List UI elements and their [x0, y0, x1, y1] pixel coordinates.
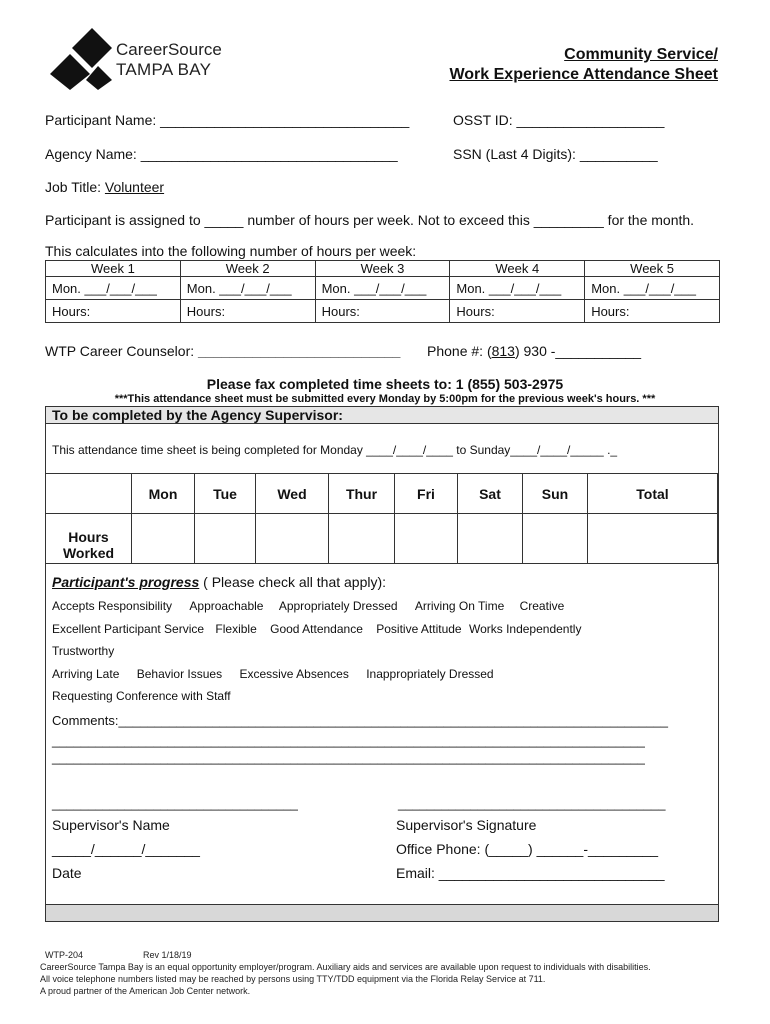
week-hours[interactable]: Hours: [180, 300, 315, 323]
logo-line2: TAMPA BAY [116, 60, 212, 79]
date-label: Date [52, 865, 82, 881]
hours-input-fri[interactable] [395, 514, 458, 564]
check-behavior-issues[interactable]: Behavior Issues [136, 667, 223, 681]
hours-input-wed[interactable] [256, 514, 329, 564]
job-title-field [45, 179, 164, 195]
check-creative[interactable]: Creative [519, 599, 565, 613]
day-header: Sat [458, 474, 523, 514]
check-arriving-on-time[interactable]: Arriving On Time [414, 599, 505, 613]
logo-line1: CareerSource [116, 40, 222, 59]
check-positive-attitude[interactable]: Positive Attitude [376, 622, 462, 636]
section-footer-bar [46, 904, 718, 921]
agency-name-field[interactable]: Agency Name: _________________________________ [45, 146, 398, 162]
week-header: Week 3 [315, 261, 450, 277]
check-flexible[interactable]: Flexible [215, 622, 257, 636]
check-works-independently[interactable]: Works Independently [468, 622, 582, 636]
supervisor-name-label: Supervisor's Name [52, 817, 170, 833]
progress-note: ( Please check all that apply): [199, 574, 387, 590]
day-header: Mon [132, 474, 195, 514]
day-header: Fri [395, 474, 458, 514]
eeo-statement: CareerSource Tampa Bay is an equal opportunity employer/program. Auxiliary aids and services are available upon request to individuals with disabilities. [40, 962, 651, 972]
week-hours[interactable]: Hours: [315, 300, 450, 323]
comments-line[interactable]: __________________________________________________________________________________ [52, 750, 645, 765]
check-accepts-responsibility[interactable]: Accepts Responsibility [52, 599, 173, 613]
participant-name-field[interactable]: Participant Name: ________________________________ [45, 112, 410, 128]
week-hours[interactable]: Hours: [585, 300, 720, 323]
checkbox-row-1 [52, 599, 564, 613]
checkbox-row-3 [52, 644, 114, 658]
job-title-label: Job Title: [45, 179, 105, 195]
page-title-line2: Work Experience Attendance Sheet [449, 66, 718, 83]
progress-heading [52, 574, 386, 590]
check-appropriately-dressed[interactable]: Appropriately Dressed [278, 599, 398, 613]
daily-hours-table [46, 473, 718, 564]
form-id: WTP-204 [45, 950, 84, 960]
attendance-week-line[interactable]: This attendance time sheet is being completed for Monday ____/____/____ to Sunday____/____/_____ ._ [52, 443, 618, 457]
week-header: Week 4 [450, 261, 585, 277]
phone-rest[interactable]: ) 930 -___________ [514, 343, 642, 359]
counselor-blank[interactable]: __________________________ [198, 343, 401, 359]
progress-title: Participant's progress [52, 574, 200, 590]
day-header: Tue [195, 474, 256, 514]
week-hours[interactable]: Hours: [450, 300, 585, 323]
career-counselor-field[interactable] [45, 343, 400, 359]
supervisor-signature-label: Supervisor's Signature [396, 817, 537, 833]
page-title-line1: Community Service/ [564, 46, 718, 63]
phone-label: Phone #: ( [427, 343, 492, 359]
check-good-attendance[interactable]: Good Attendance [270, 622, 363, 636]
osst-id-field[interactable]: OSST ID: ___________________ [453, 112, 665, 128]
revision-date: Rev 1/18/19 [143, 950, 192, 960]
comments-field[interactable]: Comments:____________________________________________________________________________ [52, 713, 668, 728]
submission-note: ***This attendance sheet must be submitted every Monday by 5:00pm for the previous week's hours. *** [114, 393, 656, 405]
week-monday-date[interactable]: Mon. ___/___/___ [46, 277, 181, 300]
check-excellent-service[interactable]: Excellent Participant Service [52, 622, 205, 636]
day-header: Thur [329, 474, 395, 514]
assigned-hours-line[interactable]: Participant is assigned to _____ number of hours per week. Not to exceed this _________ for the month. [45, 212, 695, 228]
hours-input-total[interactable] [588, 514, 718, 564]
day-header: Sun [523, 474, 588, 514]
email-field[interactable]: Email: _____________________________ [396, 865, 665, 881]
tty-statement: All voice telephone numbers listed may be reached by persons using TTY/TDD equipment via the Florida Relay Service at 711. [40, 974, 546, 984]
ajc-statement: A proud partner of the American Job Center network. [40, 986, 251, 996]
agency-supervisor-section [45, 406, 719, 922]
week-monday-date[interactable]: Mon. ___/___/___ [450, 277, 585, 300]
week-monday-date[interactable]: Mon. ___/___/___ [585, 277, 720, 300]
week-monday-date[interactable]: Mon. ___/___/___ [180, 277, 315, 300]
hours-input-sun[interactable] [523, 514, 588, 564]
phone-area-code: 813 [491, 343, 515, 359]
hours-input-mon[interactable] [132, 514, 195, 564]
week-header: Week 2 [180, 261, 315, 277]
checkbox-row-5 [52, 689, 231, 703]
blank-cell [46, 474, 132, 514]
weekly-hours-table [45, 260, 720, 323]
supervisor-section-header: To be completed by the Agency Supervisor: [46, 407, 718, 424]
week-header: Week 1 [46, 261, 181, 277]
comments-line[interactable]: __________________________________________________________________________________ [52, 733, 645, 748]
check-approachable[interactable]: Approachable [189, 599, 264, 613]
hours-input-tue[interactable] [195, 514, 256, 564]
hours-input-thur[interactable] [329, 514, 395, 564]
job-title-value[interactable]: Volunteer [104, 179, 165, 195]
counselor-label: WTP Career Counselor: [45, 343, 199, 359]
week-monday-date[interactable]: Mon. ___/___/___ [315, 277, 450, 300]
check-trustworthy[interactable]: Trustworthy [52, 644, 115, 658]
date-field[interactable]: _____/______/_______ [52, 841, 200, 857]
hours-input-sat[interactable] [458, 514, 523, 564]
checkbox-row-2 [52, 622, 581, 636]
week-header: Week 5 [585, 261, 720, 277]
total-header: Total [588, 474, 718, 514]
supervisor-name-line[interactable]: __________________________________ [52, 796, 298, 811]
supervisor-signature-line[interactable]: _____________________________________ [398, 796, 666, 811]
check-excessive-absences[interactable]: Excessive Absences [239, 667, 349, 681]
checkbox-row-4 [52, 667, 494, 681]
check-requesting-conference[interactable]: Requesting Conference with Staff [52, 689, 231, 703]
office-phone-field[interactable]: Office Phone: (_____) ______-_________ [396, 841, 659, 857]
check-arriving-late[interactable]: Arriving Late [52, 667, 120, 681]
fax-instruction: Please fax completed time sheets to: 1 (855) 503-2975 [206, 376, 564, 392]
check-inappropriately-dressed[interactable]: Inappropriately Dressed [366, 667, 494, 681]
day-header: Wed [256, 474, 329, 514]
week-hours[interactable]: Hours: [46, 300, 181, 323]
ssn-field[interactable]: SSN (Last 4 Digits): __________ [453, 146, 658, 162]
hours-worked-label: Hours Worked [46, 514, 132, 564]
counselor-phone-field[interactable] [427, 343, 641, 359]
calculates-line: This calculates into the following number of hours per week: [45, 243, 417, 259]
